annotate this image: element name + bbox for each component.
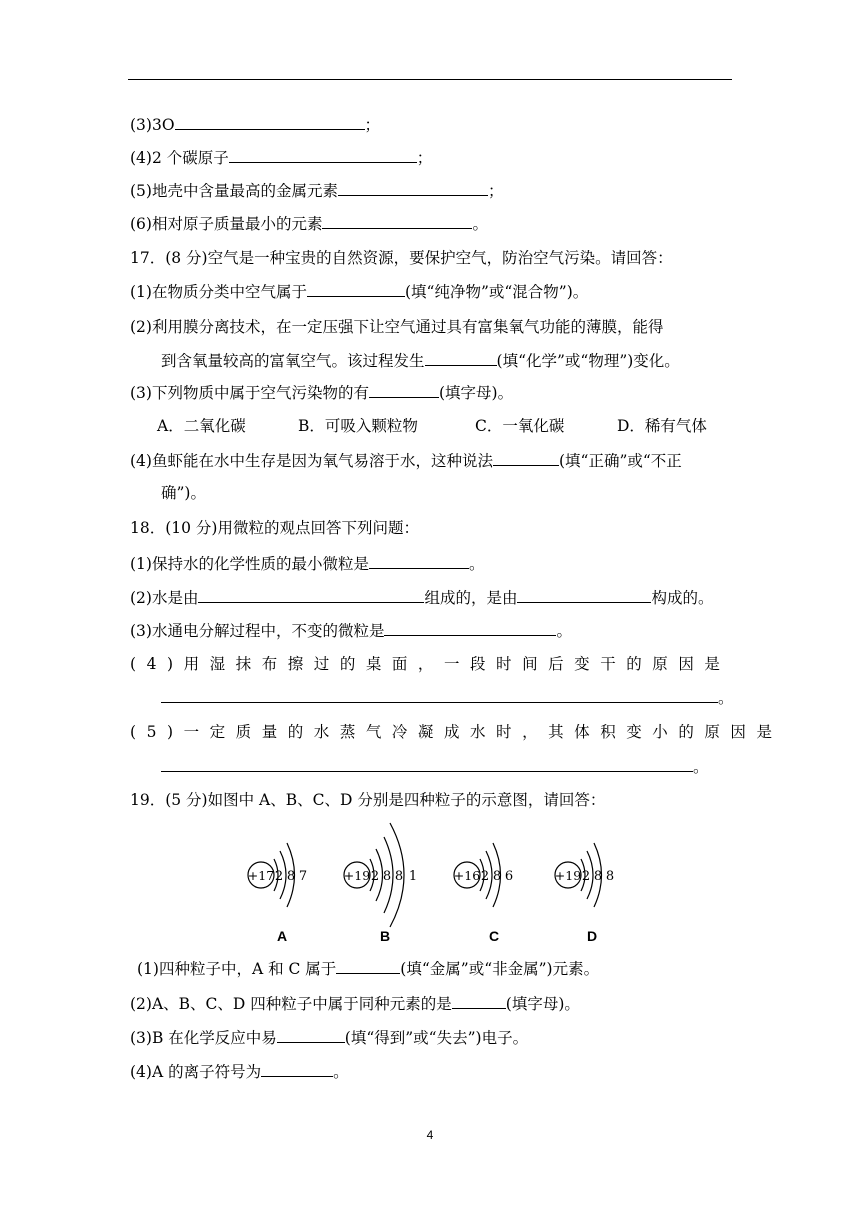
answer-blank[interactable]: [384, 620, 556, 636]
q18-part3: (3)水通电分解过程中，不变的微粒是 。: [130, 622, 572, 640]
shell-electrons: 8: [382, 869, 392, 884]
atom-structure-diagrams: [230, 815, 630, 950]
answer-blank[interactable]: [229, 147, 417, 163]
shell-electrons: 2: [370, 869, 380, 884]
nucleus-charge: +17: [247, 868, 275, 883]
shell-electrons: 1: [408, 869, 418, 884]
q19-part3: (3)B 在化学反应中易 (填“得到”或“失去”)电子。: [130, 1029, 529, 1047]
shell-electrons: 2: [480, 869, 490, 884]
atom-a: [248, 843, 307, 944]
q16-part3: (3)3O ；: [130, 116, 381, 134]
atom-c: [454, 843, 513, 944]
header-rule: [128, 79, 732, 80]
q17-option-d: D．稀有气体: [617, 417, 707, 435]
answer-blank[interactable]: [307, 281, 405, 297]
atom-label: D: [586, 928, 598, 944]
q18-stem: 18．(10 分)用微粒的观点回答下列问题：: [130, 519, 419, 537]
answer-blank[interactable]: [425, 350, 497, 366]
q17-option-a: A．二氧化碳: [157, 417, 246, 435]
answer-blank[interactable]: [338, 180, 488, 196]
page-number: 4: [426, 1128, 434, 1142]
answer-blank[interactable]: [493, 450, 559, 466]
q16-part4: (4)2 个碳原子 ；: [130, 149, 433, 167]
shell-electrons: 7: [298, 869, 308, 884]
shell-electrons: 8: [593, 869, 603, 884]
answer-blank[interactable]: [161, 687, 718, 703]
q17-option-c: C．一氧化碳: [475, 417, 565, 435]
q17-part2-line2: 到含氧量较高的富氧空气。该过程发生 (填“化学”或“物理”)变化。: [161, 352, 680, 370]
answer-blank[interactable]: [277, 1027, 345, 1043]
answer-blank[interactable]: [452, 993, 506, 1009]
q18-part4-line1: (4)用湿抹布擦过的桌面，一段时间后变干的原因是: [130, 655, 731, 673]
answer-blank[interactable]: [322, 213, 472, 229]
answer-blank[interactable]: [161, 756, 693, 772]
q18-part2: (2)水是由 组成的，是由 构成的。: [130, 589, 714, 607]
q19-part4: (4)A 的离子符号为 。: [130, 1063, 349, 1081]
atom-label: A: [276, 928, 288, 944]
q17-part1: (1)在物质分类中空气属于 (填“纯净物”或“混合物”)。: [130, 283, 589, 301]
answer-blank[interactable]: [175, 114, 365, 130]
q19-stem: 19．(5 分)如图中 A、B、C、D 分别是四种粒子的示意图，请回答：: [130, 791, 606, 809]
answer-blank[interactable]: [517, 587, 651, 603]
atom-label: C: [488, 928, 500, 944]
q19-part1: (1)四种粒子中，A 和 C 属于 (填“金属”或“非金属”)元素。: [137, 960, 600, 978]
q18-part5-line1: (5)一定质量的水蒸气冷凝成水时，其体积变小的原因是: [130, 723, 783, 741]
q18-part5-line2: 。: [161, 756, 709, 777]
q16-part6: (6)相对原子质量最小的元素 。: [130, 215, 488, 233]
answer-blank[interactable]: [198, 587, 424, 603]
q16-part5: (5)地壳中含量最高的金属元素 ；: [130, 182, 504, 200]
shell-electrons: 8: [492, 869, 502, 884]
answer-blank[interactable]: [336, 958, 400, 974]
shell-electrons: 2: [581, 869, 591, 884]
shell-electrons: 6: [504, 869, 514, 884]
q17-part4-line1: (4)鱼虾能在水中生存是因为氧气易溶于水，这种说法 (填“正确”或“不正: [130, 452, 682, 470]
nucleus-charge: +19: [554, 868, 582, 883]
shell-electrons: 8: [394, 869, 404, 884]
atom-d: [555, 843, 614, 944]
q19-part2: (2)A、B、C、D 四种粒子中属于同种元素的是 (填字母)。: [130, 995, 580, 1013]
atom-label: B: [379, 928, 391, 944]
q17-part4-line2: 确”)。: [161, 484, 206, 502]
shell-electrons: 8: [605, 869, 615, 884]
q17-part2-line1: (2)利用膜分离技术，在一定压强下让空气通过具有富集氧气功能的薄膜，能得: [130, 318, 664, 336]
atom-b: [344, 823, 417, 944]
q18-part4-line2: 。: [161, 687, 734, 708]
answer-blank[interactable]: [261, 1061, 333, 1077]
shell-electrons: 8: [286, 869, 296, 884]
q17-part3: (3)下列物质中属于空气污染物的有 (填字母)。: [130, 384, 514, 402]
answer-blank[interactable]: [369, 382, 439, 398]
q17-option-b: B．可吸入颗粒物: [298, 417, 418, 435]
nucleus-charge: +19: [343, 868, 371, 883]
q18-part1: (1)保持水的化学性质的最小微粒是 。: [130, 555, 485, 573]
nucleus-charge: +16: [453, 868, 481, 883]
shell-electrons: 2: [274, 869, 284, 884]
answer-blank[interactable]: [369, 553, 469, 569]
q17-stem: 17．(8 分)空气是一种宝贵的自然资源，要保护空气，防治空气污染。请回答：: [130, 249, 673, 267]
